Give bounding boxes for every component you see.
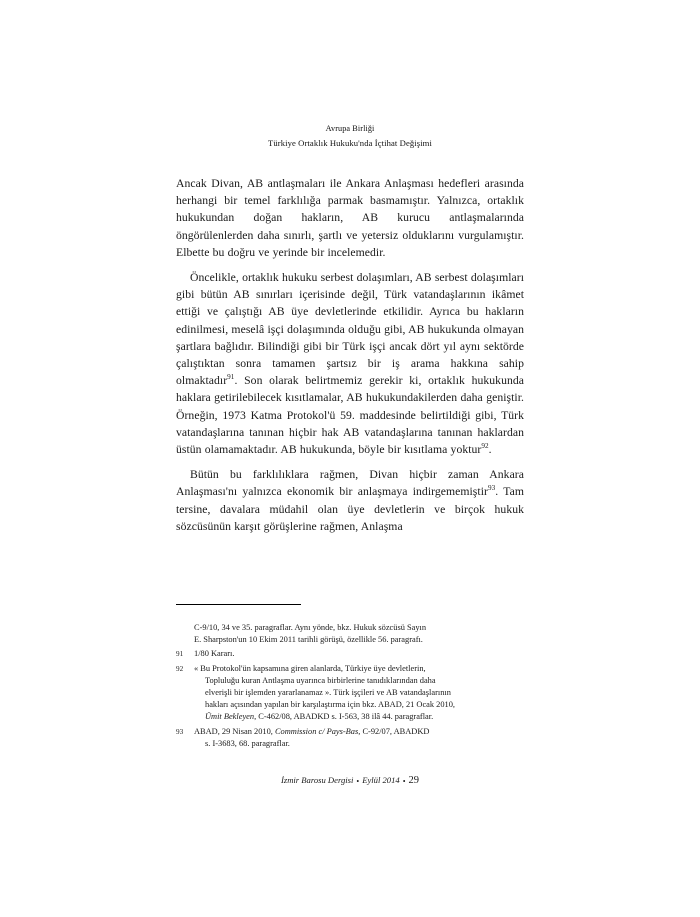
footnote-93-post: , C-92/07, ABADKD [358,726,430,736]
footnote-92-line-2: Topluluğu kuran Antlaşma uyarınca birbirlerine tanıdıklarından daha [205,675,436,685]
footnote-92-line-3: elverişli bir işlemden yararlanamaz ». Türk işçileri ve AB vatandaşlarının [205,688,451,698]
paragraph-2-text: Öncelikle, ortaklık hukuku serbest dolaşımları, AB serbest dolaşımları gibi bütün AB sınırları içerisinde değil, Türk vatandaşlarının ikâmet ettiği ve çalıştığı AB üye devletlerinde etkilidir. Ayrıca bu hakların edinilmesi, meselâ işçi dolaşımında olduğu gibi, AB hukukunda olmayan şartlara bağlıdır. Bilindiği gibi bir Türk işçi ancak dört yıl aynı sektörde çalıştıktan sonra tamamen şartsız bir iş arama hakkına sahip olmaktadır [176,271,524,388]
footnote-91 [176,648,524,660]
footnote-marker-93: 93 [487,484,496,493]
footer-journal-name: İzmir Barosu Dergisi [280,775,354,785]
paragraph-2-text-rest: . Son olarak belirtmemiz gerekir ki, ortaklık hukukunda haklara getirilebilecek kısıtlamalar, AB hukukundakilerden daha geniştir. Örneğin, 1973 Katma Protokol'ü 59. maddesinde belirtildiği gibi, Türk vatandaşlarına tanınan hiçbir hak AB vatandaşlarına tanınan haklardan üstün olamamaktadır. AB hukukunda, böyle bir kısıtlama yoktur [176,374,524,457]
paragraph-1-text: Ancak Divan, AB antlaşmaları ile Ankara Anlaşması hedefleri arasında herhangi bir temel farklılığa parmak basmamıştır. Yalnızca, ortaklık hukukundan doğan hakların, AB kurucu antlaşmalarında öngörülenlerden daha sınırlı, şartlı ve yetersiz olduklarını vurgulamıştır. Elbette bu doğru ve yerinde bir incelemedir. [176,177,524,259]
footnote-continuation-line-1: C-9/10, 34 ve 35. paragraflar. Aynı yönde, bkz. Hukuk sözcüsü Sayın [194,623,427,632]
footer-issue: Eylül 2014 [362,775,400,785]
header-line-1: Avrupa Birliği [325,124,375,133]
footnote-marker-91: 91 [227,373,235,382]
paragraph-2-text-end: . [488,443,492,457]
paragraph-3-text: Bütün bu farklılıklara rağmen, Divan hiçbir zaman Ankara Anlaşması'nı yalnızca ekonomik bir anlaşmaya indirgememiştir [176,468,524,499]
footnote-92-case-name: Ümit Bekleyen [205,712,255,722]
body-text [176,175,524,535]
footnote-92-line-4: hakları açısından yapılan bir karşılaştırma için bkz. ABAD, 21 Ocak 2010, [205,700,456,710]
footer-separator-1: • [356,776,360,786]
footer-separator-2: • [402,776,406,786]
footnote-91-number: 91 [176,650,184,659]
footnote-93 [176,726,524,750]
header-line-2: Türkiye Ortaklık Hukuku'nda İçtihat Değişimi [268,138,432,148]
page-header [0,122,700,150]
footnote-92-line-5 [194,711,524,723]
footnote-93-line-1 [194,726,524,738]
footnote-marker-92: 92 [481,442,489,451]
footnote-92 [176,663,524,724]
paragraph-3-text-rest: . Tam tersine, davalara müdahil olan üye devletlerin ve birçok hukuk sözcüsünün karşıt görüşlerine rağmen, Anlaşma [176,485,525,533]
footnote-93-line-2: s. I-3683, 68. paragraflar. [205,738,290,748]
paragraph-1 [176,175,524,261]
footnote-continuation-line-2: E. Sharpston'un 10 Ekim 2011 tarihli görüşü, özellikle 56. paragrafı. [194,635,423,645]
page-footer [0,775,700,786]
footnotes-section [176,622,524,752]
paragraph-3 [176,466,524,535]
footnote-91-text: 1/80 Kararı. [194,649,235,659]
page-number: 29 [408,775,420,786]
footnote-92-line-5-rest: , C-462/08, ABADKD s. I-563, 38 ilâ 44. paragraflar. [254,712,434,722]
footnote-93-number: 93 [176,727,184,736]
paragraph-2 [176,269,524,458]
footnote-92-line-1: « Bu Protokol'ün kapsamına giren alanlarda, Türkiye üye devletlerin, [194,663,426,673]
footnote-93-case-name: Commission c/ Pays-Bas [274,726,359,736]
footnote-93-pre: ABAD, 29 Nisan 2010, [194,726,275,736]
footnote-separator-rule [176,604,301,605]
footnote-continuation [176,622,524,646]
footnote-92-number: 92 [176,664,184,673]
